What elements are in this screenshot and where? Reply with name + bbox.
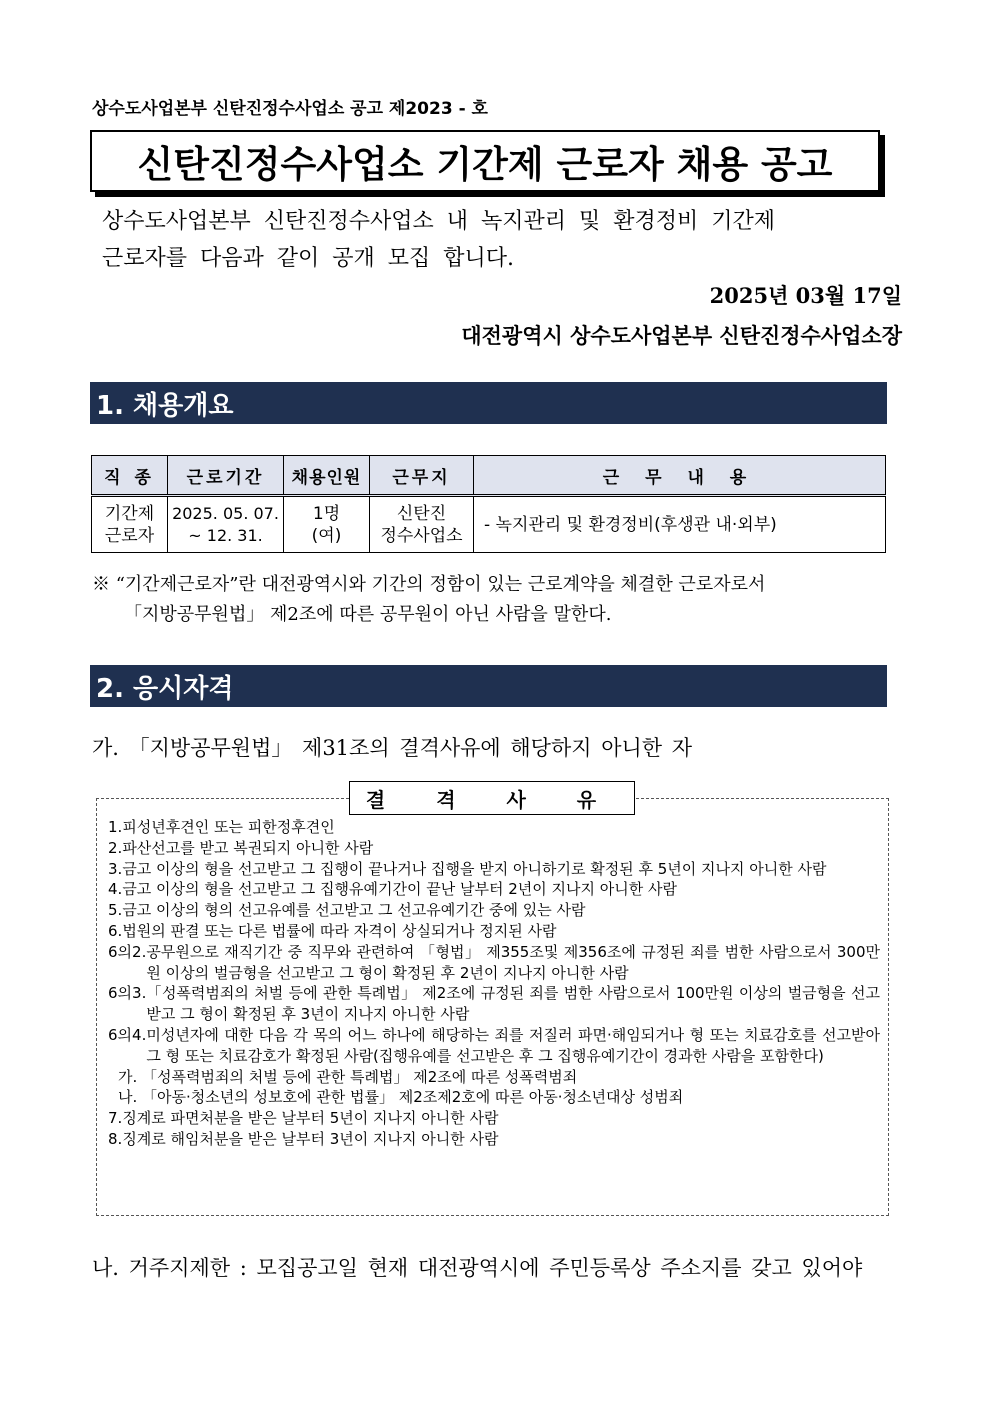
sub-item: 가. 「성폭력범죄의 처벌 등에 관한 특례법」 제2조에 따른 성폭력범죄 [118, 1067, 578, 1086]
section-heading-overview: 1. 채용개요 [90, 382, 887, 424]
qualification-item-ga: 가. 「지방공무원법」 제31조의 결격사유에 해당하지 아니한 자 [92, 736, 693, 760]
intro-line: 상수도사업본부 신탄진정수사업소 내 녹지관리 및 환경정비 기간제 [102, 209, 776, 234]
location-line: 정수사업소 [380, 525, 463, 546]
item-text: 피성년후견인 또는 피한정후견인 [122, 818, 335, 836]
intro-paragraph [102, 203, 892, 277]
item-number: 1. [108, 818, 123, 836]
location-line: 신탄진 [396, 503, 447, 524]
notice-date: 2025년 03월 17일 [709, 283, 902, 308]
table-row [92, 496, 886, 553]
list-item [108, 1025, 880, 1067]
list-item [108, 859, 880, 880]
footnote [92, 570, 892, 630]
item-text: 징계로 파면처분을 받은 날부터 5년이 지나지 아니한 사람 [122, 1109, 499, 1128]
list-item [108, 983, 880, 1025]
item-text: 법원의 판결 또는 다른 법률에 따라 자격이 상실되거나 정지된 사람 [122, 921, 557, 940]
list-item [108, 1108, 880, 1129]
disqualification-list [108, 817, 880, 1150]
item-text: 징계로 해임처분을 받은 날부터 3년이 지나지 아니한 사람 [122, 1129, 499, 1148]
list-item [108, 1129, 880, 1150]
cell-duties: - 녹지관리 및 환경정비(후생관 내·외부) [474, 496, 886, 553]
list-item [108, 942, 880, 984]
period-line: 2025. 05. 07. [172, 503, 279, 523]
item-number: 4. [108, 880, 123, 899]
list-item [108, 900, 880, 921]
header-location: 근무지 [370, 456, 474, 496]
header-headcount: 채용인원 [284, 456, 370, 496]
section-heading-qualifications: 2. 응시자격 [90, 665, 887, 707]
overview-table [91, 455, 886, 553]
item-number: 6의4. [108, 1025, 147, 1044]
item-text: 금고 이상의 형을 선고받고 그 집행이 끝나거나 집행을 받지 아니하기로 확정된 후 5년이 지나지 아니한 사람 [122, 859, 827, 878]
item-number: 6의3. [108, 984, 147, 1003]
item-number: 7. [108, 1109, 123, 1128]
period-line: ~ 12. 31. [188, 525, 263, 545]
item-number: 5. [108, 901, 123, 920]
list-item [108, 838, 880, 859]
footnote-line: ※ “기간제근로자”란 대전광역시와 기간의 정함이 있는 근로계약을 체결한 근로자로서 [92, 574, 766, 595]
notice-number: 상수도사업본부 신탄진정수사업소 공고 제2023 - 호 [92, 99, 488, 119]
item-text: 미성년자에 대한 다음 각 목의 어느 하나에 해당하는 죄를 저질러 파면·해임되거나 형 또는 치료감호를 선고받아 그 형 또는 치료감호가 확정된 사람(집행유예를 선고받은 후 그 집행유예기간이 경과한 사람을 포함한다) [146, 1025, 880, 1065]
job-type-line: 근로자 [104, 525, 155, 546]
table-header-row [92, 456, 886, 496]
footnote-line: 「지방공무원법」 제2조에 따른 공무원이 아닌 사람을 말한다. [124, 604, 612, 625]
job-type-line: 기간제 [104, 503, 155, 524]
cell-job-type [92, 496, 168, 553]
list-item [108, 921, 880, 942]
item-text: 「성폭력범죄의 처벌 등에 관한 특례법」 제2조에 규정된 죄를 범한 사람으로서 100만원 이상의 벌금형을 선고받고 그 형이 확정된 후 3년이 지나지 아니한 사람 [146, 984, 880, 1024]
item-text: 금고 이상의 형을 선고받고 그 집행유예기간이 끝난 날부터 2년이 지나지 아니한 사람 [122, 880, 677, 899]
item-number: 3. [108, 859, 123, 878]
qualification-item-na: 나. 거주지제한 : 모집공고일 현재 대전광역시에 주민등록상 주소지를 갖고 있어야 [92, 1256, 863, 1280]
cell-location [370, 496, 474, 553]
cell-headcount [284, 496, 370, 553]
item-number: 8. [108, 1129, 123, 1148]
title-box [90, 130, 880, 192]
item-number: 2. [108, 838, 123, 857]
header-duties: 근 무 내 용 [474, 456, 886, 496]
issuer: 대전광역시 상수도사업본부 신탄진정수사업소장 [461, 323, 902, 348]
list-item [108, 879, 880, 900]
header-job-type: 직 종 [92, 456, 168, 496]
intro-line: 근로자를 다음과 같이 공개 모집 합니다. [102, 246, 514, 271]
disqualification-title: 결 격 사 유 [349, 781, 635, 815]
item-text: 금고 이상의 형의 선고유예를 선고받고 그 선고유예기간 중에 있는 사람 [122, 901, 586, 920]
header-period: 근로기간 [168, 456, 284, 496]
item-text: 파산선고를 받고 복권되지 아니한 사람 [122, 838, 374, 857]
headcount-line: 1명 [312, 503, 341, 524]
item-number: 6의2. [108, 942, 147, 961]
headcount-line: (여) [311, 525, 342, 546]
cell-period [168, 496, 284, 553]
page-title: 신탄진정수사업소 기간제 근로자 채용 공고 [137, 143, 833, 186]
item-number: 6. [108, 921, 123, 940]
item-text: 공무원으로 재직기간 중 직무와 관련하여 「형법」 제355조및 제356조에 규정된 죄를 범한 사람으로서 300만원 이상의 벌금형을 선고받고 그 형이 확정된 후 2년이 지나지 아니한 사람 [146, 942, 880, 982]
list-item [108, 817, 880, 838]
sub-item: 나. 「아동·청소년의 성보호에 관한 법률」 제2조제2호에 따른 아동·청소년대상 성범죄 [118, 1088, 684, 1107]
